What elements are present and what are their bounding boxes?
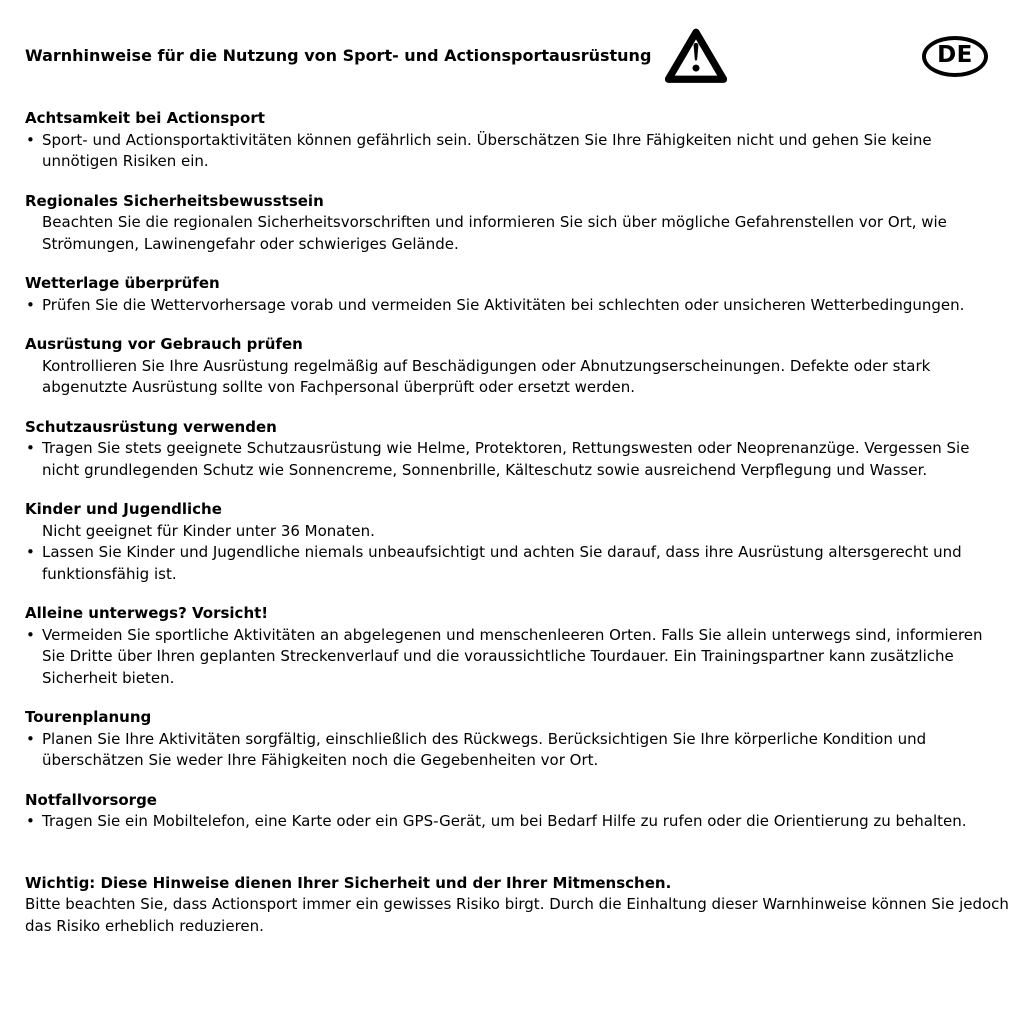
section-kinder xyxy=(25,499,1010,585)
bullet-marker: • xyxy=(26,543,35,561)
plain-item xyxy=(25,212,1010,255)
bullet-marker: • xyxy=(26,812,35,830)
item-text: Tragen Sie stets geeignete Schutzausrüstung wie Helme, Protektoren, Rettungswesten oder Neoprenanzüge. Vergessen Sie nicht grundlegenden Schutz wie Sonnencreme, Sonnenbrille, Kälteschutz sowie ausreichend Verpflegung und Wasser. xyxy=(42,439,970,479)
item-text: Sport- und Actionsportaktivitäten können gefährlich sein. Überschätzen Sie Ihre Fähigkeiten nicht und gehen Sie keine unnötigen Risiken ein. xyxy=(42,130,932,170)
bullet-marker: • xyxy=(26,439,35,457)
bullet-marker: • xyxy=(26,130,35,149)
section-heading: Ausrüstung vor Gebrauch prüfen xyxy=(25,335,303,353)
important-note-heading: Wichtig: Diese Hinweise dienen Ihrer Sicherheit und der Ihrer Mitmenschen. xyxy=(25,873,672,892)
item-text: Prüfen Sie die Wettervorhersage vorab und vermeiden Sie Aktivitäten bei schlechten oder unsicheren Wetterbedingungen. xyxy=(42,295,965,314)
section-wetterlage xyxy=(25,273,1010,316)
item-text: Nicht geeignet für Kinder unter 36 Monaten. xyxy=(42,521,375,540)
section-heading: Schutzausrüstung verwenden xyxy=(25,417,277,436)
section-heading: Regionales Sicherheitsbewusstsein xyxy=(25,191,324,210)
document-header xyxy=(25,22,1010,90)
important-note xyxy=(25,873,1010,938)
section-achtsamkeit xyxy=(25,108,1010,173)
section-regionales xyxy=(25,191,1010,256)
plain-item xyxy=(25,521,1010,543)
item-text: Lassen Sie Kinder und Jugendliche niemals unbeaufsichtigt und achten Sie darauf, dass ihre Ausrüstung altersgerecht und funktionsfähig ist. xyxy=(42,543,962,583)
bullet-item xyxy=(25,295,1010,317)
document-content xyxy=(25,108,1010,937)
page-title: Warnhinweise für die Nutzung von Sport- und Actionsportausrüstung xyxy=(25,46,652,66)
section-heading: Notfallvorsorge xyxy=(25,790,157,809)
bullet-marker: • xyxy=(26,625,35,644)
item-text: Planen Sie Ihre Aktivitäten sorgfältig, einschließlich des Rückwegs. Berücksichtigen Sie Ihre körperliche Kondition und überschätzen Sie weder Ihre Fähigkeiten noch die Gegebenheiten vor Ort. xyxy=(42,729,927,769)
section-notfallvorsorge xyxy=(25,790,1010,833)
section-heading: Kinder und Jugendliche xyxy=(25,500,222,518)
bullet-marker: • xyxy=(26,295,35,314)
bullet-item xyxy=(25,811,1010,833)
important-note-text: Bitte beachten Sie, dass Actionsport immer ein gewisses Risiko birgt. Durch die Einhaltung dieser Warnhinweise können Sie jedoch das Risiko erheblich reduzieren. xyxy=(25,895,1009,935)
plain-item xyxy=(25,356,1010,399)
section-heading: Wetterlage überprüfen xyxy=(25,274,220,292)
item-text: Beachten Sie die regionalen Sicherheitsvorschriften und informieren Sie sich über mögliche Gefahrenstellen vor Ort, wie Strömungen, Lawinengefahr oder schwieriges Gelände. xyxy=(42,213,947,253)
section-heading: Achtsamkeit bei Actionsport xyxy=(25,109,265,127)
bullet-item xyxy=(25,130,1010,173)
section-heading: Alleine unterwegs? Vorsicht! xyxy=(25,604,269,622)
language-badge xyxy=(922,36,988,77)
section-ausruestung xyxy=(25,334,1010,399)
item-text: Kontrollieren Sie Ihre Ausrüstung regelmäßig auf Beschädigungen oder Abnutzungserscheinungen. Defekte oder stark abgenutzte Ausrüstung sollte von Fachpersonal überprüft oder ersetzt werden. xyxy=(42,356,931,396)
item-text: Vermeiden Sie sportliche Aktivitäten an abgelegenen und menschenleeren Orten. Falls Sie allein unterwegs sind, informieren Sie Dritte über Ihren geplanten Streckenverlauf und die voraussichtliche Tourdauer. Ein Trainingspartner kann zusätzliche Sicherheit bieten. xyxy=(42,625,983,687)
bullet-item xyxy=(25,729,1010,772)
section-schutzausruestung xyxy=(25,417,1010,482)
section-alleine-unterwegs xyxy=(25,603,1010,689)
section-tourenplanung xyxy=(25,707,1010,772)
bullet-item xyxy=(25,625,1010,690)
bullet-marker: • xyxy=(26,729,35,748)
bullet-item xyxy=(25,438,1010,481)
item-text: Tragen Sie ein Mobiltelefon, eine Karte oder ein GPS-Gerät, um bei Bedarf Hilfe zu rufen oder die Orientierung zu behalten. xyxy=(42,812,967,830)
warning-triangle-icon xyxy=(665,27,727,85)
bullet-item xyxy=(25,542,1010,585)
language-badge-label: DE xyxy=(937,42,973,69)
section-heading: Tourenplanung xyxy=(25,708,152,726)
